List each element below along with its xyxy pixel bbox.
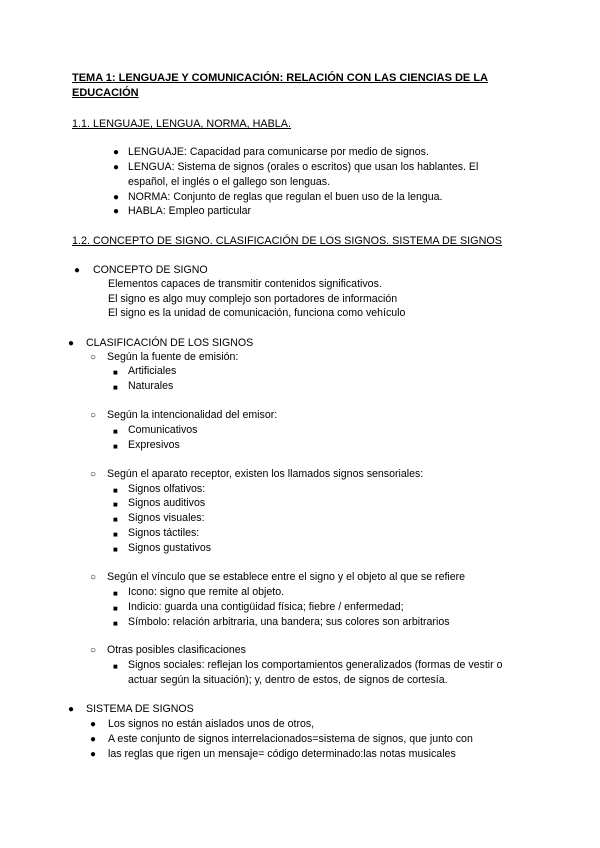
list-item-lenguaje: LENGUAJE: Capacidad para comunicarse por medio de signos. [128,146,429,158]
group-item: Símbolo: relación arbitraria, una bandera; sus colores son arbitrarios [128,616,450,628]
group-item: Signos gustativos [128,542,212,554]
concepto-label: CONCEPTO DE SIGNO [93,264,208,276]
circle-bullet-icon: ○ [90,410,97,421]
bullet-icon: ● [90,719,97,730]
circle-bullet-icon: ○ [90,572,97,583]
square-bullet-icon: ■ [113,515,118,524]
group-item: Signos sociales: reflejan los comportamientos generalizados (formas de vestir o actuar según la situación); y, dentro de estos, de signos de cortesía. [128,659,503,686]
group-label: Otras posibles clasificaciones [107,644,246,656]
bullet-icon: ● [113,162,120,173]
square-bullet-icon: ■ [113,545,118,554]
group-item: Signos táctiles: [128,527,200,539]
group-item: Naturales [128,380,174,392]
square-bullet-icon: ■ [113,619,118,628]
group-item: Comunicativos [128,424,198,436]
group-label: Según la intencionalidad del emisor: [107,409,278,421]
square-bullet-icon: ■ [113,383,118,392]
circle-bullet-icon: ○ [90,645,97,656]
list-item-lengua: LENGUA: Sistema de signos (orales o escritos) que usan los hablantes. El español, el inglés o el gallego son lenguas. [128,161,479,188]
circle-bullet-icon: ○ [90,352,97,363]
group-item: Indicio: guarda una contigüidad física; fiebre / enfermedad; [128,601,404,613]
section-heading-1-1: 1.1. LENGUAJE, LENGUA, NORMA, HABLA. [72,118,292,130]
group-item: Icono: signo que remite al objeto. [128,586,285,598]
square-bullet-icon: ■ [113,368,118,377]
square-bullet-icon: ■ [113,530,118,539]
group-item: Signos visuales: [128,512,205,524]
circle-bullet-icon: ○ [90,469,97,480]
section-heading-1-2: 1.2. CONCEPTO DE SIGNO. CLASIFICACIÓN DE LOS SIGNOS. SISTEMA DE SIGNOS [72,235,502,247]
group-label: Según el aparato receptor, existen los llamados signos sensoriales: [107,468,424,480]
square-bullet-icon: ■ [113,486,118,495]
bullet-icon: ● [90,734,97,745]
clasificacion-label: CLASIFICACIÓN DE LOS SIGNOS [86,337,254,349]
list-item-norma: NORMA: Conjunto de reglas que regulan el buen uso de la lengua. [128,191,443,203]
sistema-item: A este conjunto de signos interrelacionados=sistema de signos, que junto con [108,733,473,745]
list-item-habla: HABLA: Empleo particular [128,205,252,217]
bullet-icon: ● [68,704,75,715]
bullet-icon: ● [113,147,120,158]
document-title: TEMA 1: LENGUAJE Y COMUNICACIÓN: RELACIÓN CON LAS CIENCIAS DE LA EDUCACIÓN [72,72,488,99]
concepto-line: El signo es algo muy complejo son portadores de información [108,293,398,305]
square-bullet-icon: ■ [113,500,118,509]
bullet-icon: ● [68,338,75,349]
bullet-icon: ● [74,265,81,276]
bullet-icon: ● [113,192,120,203]
bullet-icon: ● [90,749,97,760]
square-bullet-icon: ■ [113,589,118,598]
square-bullet-icon: ■ [113,662,118,671]
group-item: Artificiales [128,365,177,377]
bullet-icon: ● [113,206,120,217]
group-item: Signos auditivos [128,497,206,509]
square-bullet-icon: ■ [113,442,118,451]
sistema-item: las reglas que rigen un mensaje= código determinado:las notas musicales [108,748,456,760]
group-item: Signos olfativos: [128,483,206,495]
sistema-item: Los signos no están aislados unos de otros, [108,718,315,730]
square-bullet-icon: ■ [113,604,118,613]
square-bullet-icon: ■ [113,427,118,436]
concepto-line: Elementos capaces de transmitir contenidos significativos. [108,278,382,290]
group-label: Según el vínculo que se establece entre el signo y el objeto al que se refiere [107,571,466,583]
group-item: Expresivos [128,439,180,451]
sistema-label: SISTEMA DE SIGNOS [86,703,194,715]
concepto-line: El signo es la unidad de comunicación, funciona como vehículo [108,307,406,319]
group-label: Según la fuente de emisión: [107,351,239,363]
